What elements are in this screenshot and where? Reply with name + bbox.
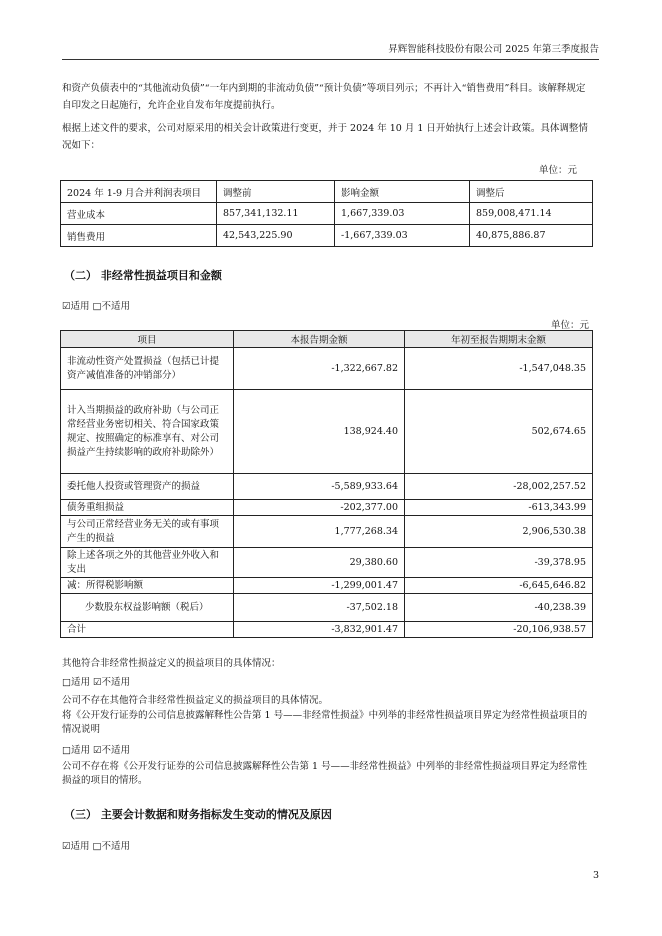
unit-label-1: 单位：元 bbox=[539, 165, 578, 176]
table-cell: 138,924.40 bbox=[234, 390, 405, 474]
table-cell: -3,832,901.47 bbox=[234, 622, 405, 638]
table-cell: -39,378.95 bbox=[405, 548, 593, 578]
table-cell: -40,238.39 bbox=[405, 594, 593, 622]
note-2: 将《公开发行证券的公司信息披露解释性公告第 1 号——非经常性损益》中列举的非经常性损益项目界定为经常性损益项目的情况说明 bbox=[62, 710, 588, 735]
intro-paragraph-2: 根据上述文件的要求，公司对原采用的相关会计政策进行变更，并于 2024 年 10 月 1 日开始执行上述会计政策。具体调整情况如下： bbox=[62, 123, 588, 151]
table-row bbox=[61, 594, 593, 622]
table-cell: -1,547,048.35 bbox=[405, 348, 593, 390]
table-row bbox=[61, 203, 593, 225]
unit-label-2: 单位：元 bbox=[551, 320, 590, 331]
note-1-text: 公司不存在其他符合非经常性损益定义的损益项目的具体情况。 bbox=[62, 695, 329, 706]
table-cell: -28,002,257.52 bbox=[405, 474, 593, 500]
table-cell: 857,341,132.11 bbox=[217, 203, 335, 225]
table-cell: -37,502.18 bbox=[234, 594, 405, 622]
table-row bbox=[61, 390, 593, 474]
table-row bbox=[61, 622, 593, 638]
table-cell: 29,380.60 bbox=[234, 548, 405, 578]
table-cell: 销售费用 bbox=[61, 225, 217, 247]
intro-paragraph-1: 和资产负债表中的“其他流动负债”“一年内到期的非流动负债”“预计负债”等项目列示；不再计入“销售费用”科目。该解释规定自印发之日起施行，允许企业自发布年度提前执行。 bbox=[62, 83, 586, 111]
table-cell: 859,008,471.14 bbox=[470, 203, 593, 225]
page-header: 昇辉智能科技股份有限公司 2025 年第三季度报告 bbox=[62, 44, 599, 60]
table-header-cell: 调整前 bbox=[217, 181, 335, 203]
table-cell: 非流动性资产处置损益（包括已计提资产减值准备的冲销部分） bbox=[61, 348, 234, 390]
table-row bbox=[61, 225, 593, 247]
table-row bbox=[61, 348, 593, 390]
table-cell: 502,674.65 bbox=[405, 390, 593, 474]
table-cell: -202,377.00 bbox=[234, 500, 405, 516]
section-3-title: （三） 主要会计数据和财务指标发生变动的情况及原因 bbox=[64, 808, 332, 821]
table-header-row bbox=[61, 331, 593, 348]
table-cell: -1,667,339.03 bbox=[335, 225, 470, 247]
table-cell: 营业成本 bbox=[61, 203, 217, 225]
table-cell: 1,667,339.03 bbox=[335, 203, 470, 225]
table-cell: 42,543,225.90 bbox=[217, 225, 335, 247]
table-header-cell: 本报告期金额 bbox=[234, 331, 405, 348]
note-2-text: 公司不存在将《公开发行证券的公司信息披露解释性公告第 1 号——非经常性损益》中列举的非经常性损益项目界定为经常性损益的项目的情形。 bbox=[62, 761, 588, 786]
table-header-row bbox=[61, 181, 593, 203]
table-cell: 除上述各项之外的其他营业外收入和支出 bbox=[61, 548, 234, 578]
table-header-cell: 年初至报告期期末金额 bbox=[405, 331, 593, 348]
table-cell: 减：所得税影响额 bbox=[61, 578, 234, 594]
table-cell: -20,106,938.57 bbox=[405, 622, 593, 638]
table-header-cell: 调整后 bbox=[470, 181, 593, 203]
table-cell: 少数股东权益影响额（税后） bbox=[61, 594, 234, 622]
table-header-cell: 2024 年 1-9 月合并利润表项目 bbox=[61, 181, 217, 203]
note-1: 其他符合非经常性损益定义的损益项目的具体情况： bbox=[62, 658, 281, 669]
table-cell: 债务重组损益 bbox=[61, 500, 234, 516]
table-row bbox=[61, 578, 593, 594]
page-number: 3 bbox=[593, 870, 600, 881]
table-cell: 1,777,268.34 bbox=[234, 516, 405, 548]
non-recurring-table bbox=[60, 330, 593, 638]
table-header-cell: 影响金额 bbox=[335, 181, 470, 203]
table-cell: -1,322,667.82 bbox=[234, 348, 405, 390]
table-cell: -613,343.99 bbox=[405, 500, 593, 516]
table-cell: 2,906,530.38 bbox=[405, 516, 593, 548]
table-row bbox=[61, 548, 593, 578]
note-2-applicability: □适用 ☑不适用 bbox=[62, 745, 131, 756]
table-row bbox=[61, 474, 593, 500]
table-cell: 计入当期损益的政府补助（与公司正常经营业务密切相关、符合国家政策规定、按照确定的标准享有、对公司损益产生持续影响的政府补助除外） bbox=[61, 390, 234, 474]
section-3-applicability: ☑适用 □不适用 bbox=[62, 841, 131, 852]
table-cell: 合计 bbox=[61, 622, 234, 638]
section-2-title: （二） 非经常性损益项目和金额 bbox=[64, 269, 222, 282]
table-row bbox=[61, 516, 593, 548]
table-cell: -6,645,646.82 bbox=[405, 578, 593, 594]
table-cell: 委托他人投资或管理资产的损益 bbox=[61, 474, 234, 500]
table-row bbox=[61, 500, 593, 516]
table-cell: 与公司正常经营业务无关的或有事项产生的损益 bbox=[61, 516, 234, 548]
note-1-applicability: □适用 ☑不适用 bbox=[62, 677, 131, 688]
section-2-applicability: ☑适用 □不适用 bbox=[62, 301, 131, 312]
table-cell: 40,875,886.87 bbox=[470, 225, 593, 247]
adjustment-table bbox=[60, 180, 593, 247]
table-cell: -1,299,001.47 bbox=[234, 578, 405, 594]
table-header-cell: 项目 bbox=[61, 331, 234, 348]
table-cell: -5,589,933.64 bbox=[234, 474, 405, 500]
